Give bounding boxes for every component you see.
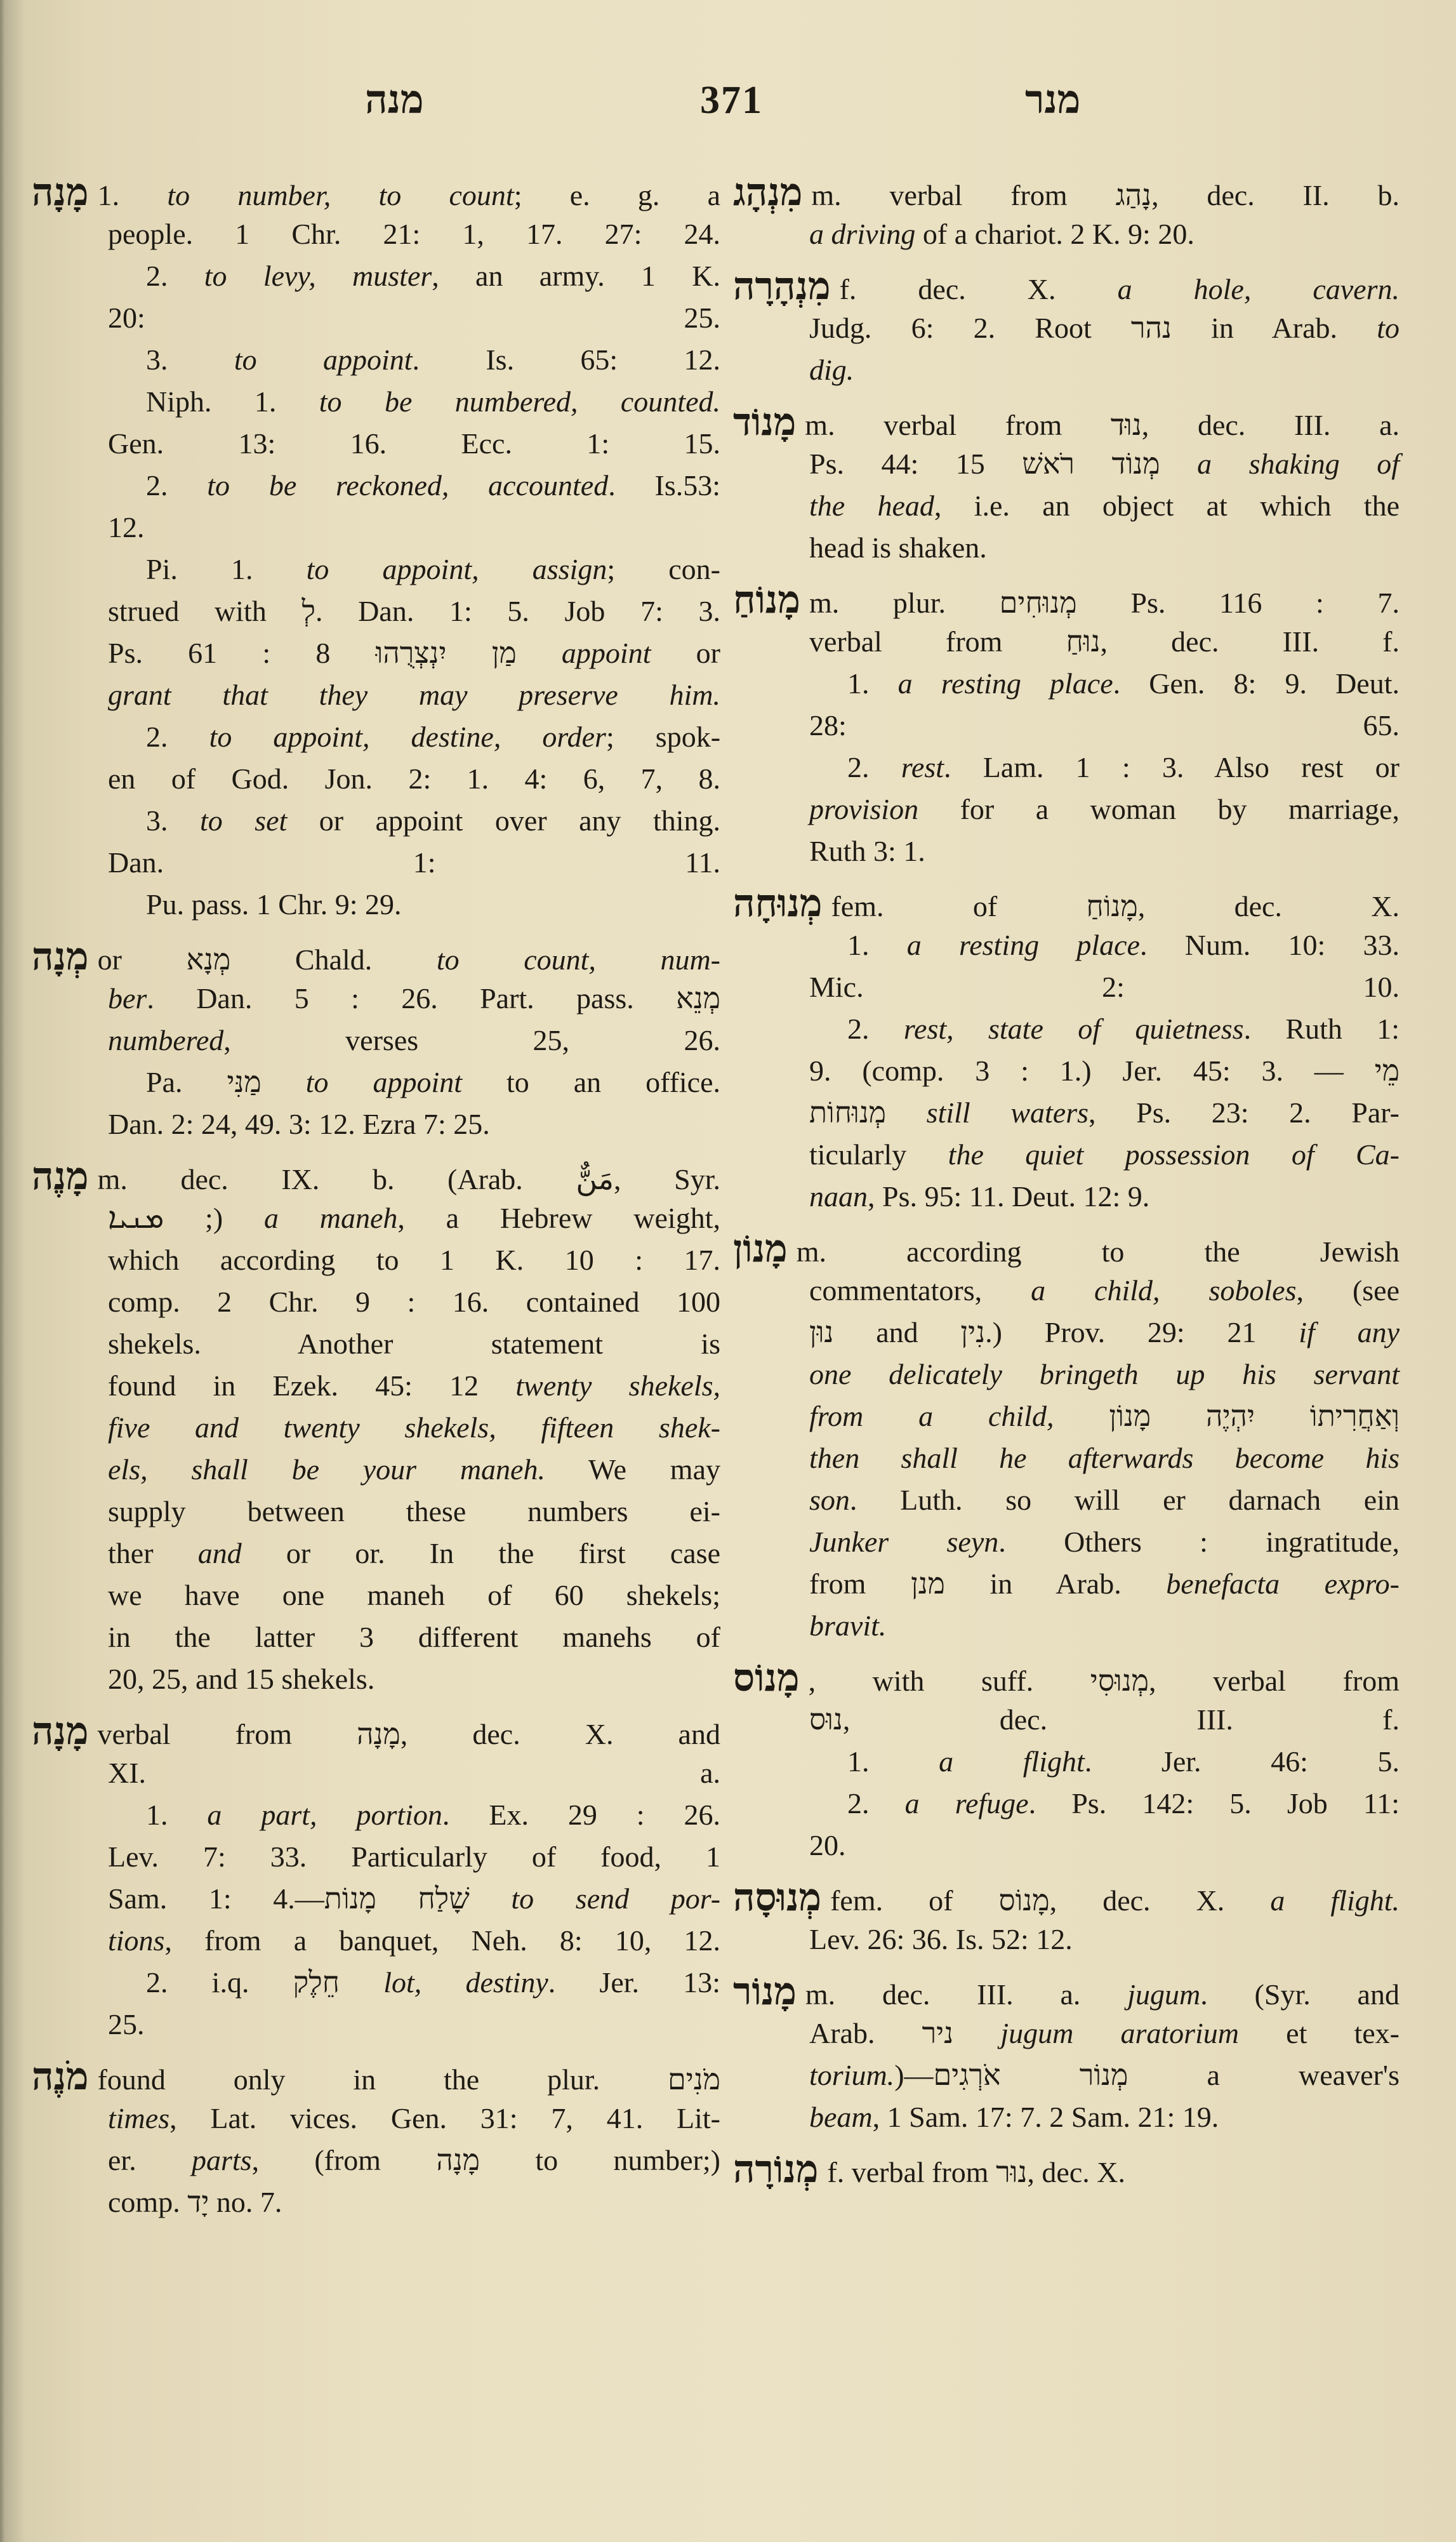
entry-gloss: to be reckoned, accounted [207, 469, 609, 502]
entry-text: . Gen. 8: 9. Deut. [1113, 667, 1400, 700]
entry-text: ܡܢܝܐ ;) [108, 1202, 264, 1234]
headword: מָנוֹר [733, 1969, 797, 2014]
entry-gloss: to send por- [511, 1882, 721, 1915]
right-column [733, 171, 1400, 2200]
entry-gloss: a shaking of [1197, 448, 1400, 480]
entry-text: supply between these numbers ei- [108, 1495, 720, 1527]
entry-line [32, 1020, 720, 1061]
entry-gloss: a child, soboles [1031, 1274, 1297, 1307]
entry-text: 1. [847, 667, 898, 700]
entry-line [32, 978, 720, 1020]
entry-gloss: naan [809, 1180, 868, 1213]
headword: מֹנֶה [32, 2054, 89, 2099]
entry-text: Arab. ניר [809, 2017, 1001, 2049]
entry-line [32, 1962, 720, 2004]
entry-line [733, 705, 1400, 747]
entry-text: 2. [146, 469, 208, 502]
headword: מָנָה [32, 170, 89, 215]
entry-line [32, 339, 720, 381]
dictionary-entry [733, 171, 1400, 255]
entry-text: people. 1 Chr. 21: 1, 17. 27: 24. [108, 218, 720, 250]
entry-line [32, 1491, 720, 1533]
entry-text: , with suff. מְנוּסִי, verbal from [808, 1665, 1400, 1697]
entry-line [733, 1395, 1400, 1437]
entry-text: Ps. 61 : 8 מַן יִנְצְרֻהוּ [108, 637, 562, 669]
entry-gloss: and [197, 1537, 242, 1569]
entry-line [32, 2004, 720, 2046]
entry-text: en of God. Jon. 2: 1. 4: 6, 7, 8. [108, 762, 720, 795]
entry-text: which according to 1 K. 10 : 17. [108, 1244, 720, 1276]
entry-text: 1. [847, 1745, 939, 1778]
entry-text: or or. In the first case [241, 1537, 721, 1569]
entry-text: verbal from מָנָה, dec. X. and [97, 1718, 720, 1750]
entry-text: , Ps. 23: 2. Par- [1089, 1096, 1400, 1129]
entry-line [32, 800, 720, 842]
entry-text: f. verbal from נוּר, dec. X. [827, 2156, 1125, 2188]
dictionary-entry [733, 265, 1400, 391]
entry-gloss: times [108, 2102, 170, 2134]
entry-first-line [733, 1877, 1400, 1919]
entry-text: , an army. 1 K. [432, 260, 720, 292]
entry-text: strued with לְ. Dan. 1: 5. Job 7: 3. [108, 595, 720, 627]
entry-gloss: to levy, muster [204, 260, 432, 292]
entry-text: . Jer. 46: 5. [1084, 1745, 1400, 1778]
entry-gloss: the quiet possession of Ca- [948, 1138, 1400, 1171]
entry-text: we have one maneh of 60 shekels; [108, 1579, 720, 1611]
page-number: 371 [700, 79, 763, 122]
entry-text: . Others : ingratitude, [998, 1526, 1400, 1558]
entry-text: Pa. מַנִּי [146, 1066, 306, 1098]
entry-text: , Lat. vices. Gen. 31: 7, 41. Lit- [169, 2102, 720, 2134]
entry-line [733, 924, 1400, 966]
entry-first-line [733, 265, 1400, 307]
entry-text: , a Hebrew weight, [397, 1202, 720, 1234]
entry-gloss: five and twenty shekels, fifteen shek- [108, 1411, 720, 1444]
entry-text: Dan. 2: 24, 49. 3: 12. Ezra 7: 25. [108, 1108, 490, 1140]
entry-text: found in Ezek. 45: 12 [108, 1369, 516, 1402]
entry-gloss: ber [108, 982, 147, 1015]
entry-gloss: a refuge [904, 1787, 1029, 1820]
headword: מָנוֹד [733, 400, 797, 444]
entry-text: m. dec. III. a. [805, 1978, 1128, 2011]
entry-text: comp. יָד no. 7. [108, 2186, 282, 2218]
entry-gloss: els, shall be your maneh. [108, 1453, 545, 1486]
entry-text: 25. [108, 2008, 145, 2040]
dictionary-entry [733, 579, 1400, 872]
entry-text: from מנן in Arab. [809, 1567, 1167, 1600]
entry-gloss: to set [199, 804, 288, 837]
entry-text: . Jer. 13: [548, 1966, 720, 1999]
entry-line [32, 1281, 720, 1323]
entry-text: 1. [146, 1799, 208, 1831]
entry-text: er. [108, 2144, 192, 2176]
entry-line [733, 2054, 1400, 2096]
entry-line [32, 1365, 720, 1407]
entry-text: Ps. 44: 15 מְנוֹד רֹאשׁ [809, 448, 1198, 480]
entry-text: . Luth. so will er darnach ein [849, 1484, 1400, 1516]
entry-line [32, 1323, 720, 1365]
entry-text: 2. [847, 751, 901, 783]
headword: מְנוּסָה [733, 1875, 822, 1920]
entry-gloss: a part, portion [207, 1799, 442, 1831]
dictionary-entry [32, 171, 720, 926]
entry-gloss: jugum aratorium [1000, 2017, 1240, 2049]
entry-text: נוּן and נִין.) Prov. 29: 21 [809, 1316, 1299, 1348]
entry-text: f. dec. X. [839, 273, 1118, 305]
entry-line [32, 1061, 720, 1103]
entry-line [32, 716, 720, 758]
entry-text: ; con- [607, 553, 720, 585]
entry-line [733, 1563, 1400, 1605]
entry-text: verbal from נוּחַ, dec. III. f. [809, 625, 1400, 658]
entry-text: Niph. 1. [146, 385, 319, 418]
entry-line [733, 621, 1400, 663]
entry-text: in the latter 3 different manehs of [108, 1621, 720, 1653]
entry-line [32, 381, 720, 423]
entry-line [733, 2096, 1400, 2138]
entry-text: 2. [146, 260, 204, 292]
entry-line [733, 1437, 1400, 1479]
entry-gloss: if any [1299, 1316, 1400, 1348]
entry-text: XI. a. [108, 1757, 720, 1789]
entry-line [733, 1354, 1400, 1395]
entry-line [733, 485, 1400, 527]
entry-first-line [733, 882, 1400, 924]
entry-text: 20: 25. [108, 302, 720, 334]
entry-text: m. plur. מְנוּחִים Ps. 116 : 7. [809, 587, 1400, 619]
entry-gloss: tions [108, 1924, 165, 1957]
entry-text: , Ps. 95: 11. Deut. 12: 9. [868, 1180, 1150, 1213]
entry-line [32, 884, 720, 926]
headword: מָנוֹן [733, 1227, 788, 1271]
entry-line [733, 1783, 1400, 1825]
entry-text: 20, 25, and 15 shekels. [108, 1663, 375, 1695]
entry-line [32, 465, 720, 507]
headword: מָנֶה [32, 1154, 89, 1199]
running-head-right: מנר [1025, 79, 1081, 122]
entry-line [32, 1197, 720, 1239]
entry-text: , (see [1296, 1274, 1400, 1307]
entry-gloss: a hole, cavern. [1117, 273, 1400, 305]
entry-line [733, 1050, 1400, 1092]
entry-gloss: from a child, [809, 1400, 1054, 1432]
entry-gloss: provision [809, 793, 919, 825]
entry-text: or [651, 637, 721, 669]
entry-line [32, 1533, 720, 1574]
entry-text: , i.e. an object at which the [934, 489, 1400, 522]
dictionary-entry [733, 401, 1400, 569]
entry-first-line [733, 171, 1400, 213]
entry-line [32, 1794, 720, 1836]
entry-text: ther [108, 1537, 198, 1569]
entry-text: 28: 65. [809, 709, 1400, 742]
entry-line [32, 297, 720, 339]
entry-text: . Lam. 1 : 3. Also rest or [944, 751, 1400, 783]
entry-line [733, 1176, 1400, 1218]
entry-first-line [32, 1155, 720, 1197]
dictionary-entry [733, 1877, 1400, 1960]
entry-text: Lev. 26: 36. Is. 52: 12. [809, 1923, 1073, 1955]
left-column [32, 171, 720, 2233]
entry-line [32, 1103, 720, 1145]
entry-text: , from a banquet, Neh. 8: 10, 12. [164, 1924, 720, 1957]
entry-text: m. according to the Jewish [796, 1235, 1400, 1268]
entry-line [32, 2139, 720, 2181]
entry-text: head is shaken. [809, 531, 987, 564]
entry-gloss: to appoint [234, 343, 413, 376]
entry-gloss: a flight [939, 1745, 1085, 1778]
entry-gloss: to [1377, 312, 1400, 344]
entry-gloss: torium. [809, 2059, 895, 2091]
entry-text: 1. [97, 179, 168, 211]
entry-text: , 1 Sam. 17: 7. 2 Sam. 21: 19. [872, 2101, 1219, 2133]
entry-line [32, 842, 720, 884]
entry-gloss: then shall he afterwards become his [809, 1442, 1400, 1474]
entry-line [32, 2181, 720, 2223]
headword: מִנְהָרָה [733, 264, 831, 309]
entry-text: Pi. 1. [146, 553, 307, 585]
entry-line [733, 1699, 1400, 1741]
entry-line [32, 1239, 720, 1281]
dictionary-entry [32, 2056, 720, 2223]
entry-gloss: appoint [561, 637, 651, 669]
entry-line [32, 213, 720, 255]
entry-text: ; e. g. a [513, 179, 720, 211]
entry-gloss: bravit. [809, 1609, 887, 1642]
entry-line [733, 1092, 1400, 1134]
entry-line [32, 507, 720, 549]
entry-text: . Ps. 142: 5. Job 11: [1028, 1787, 1400, 1820]
entry-line [32, 1616, 720, 1658]
entry-gloss: son [809, 1484, 850, 1516]
entry-line [733, 1270, 1400, 1312]
entry-text: of a chariot. 2 K. 9: 20. [915, 218, 1195, 250]
entry-text: et tex- [1239, 2017, 1400, 2049]
headword: מְנוּחָה [733, 881, 823, 926]
dictionary-entry [733, 2148, 1400, 2190]
headword: מִנְהָג [733, 170, 803, 215]
entry-line [733, 1919, 1400, 1960]
running-head [0, 75, 1456, 126]
entry-text: for a woman by marriage, [918, 793, 1400, 825]
entry-text: fem. of מָנוֹס, dec. X. [830, 1884, 1271, 1917]
entry-text: m. verbal from נָהַג, dec. II. b. [811, 179, 1400, 211]
entry-text: . Is. 65: 12. [412, 343, 721, 376]
dictionary-entry [733, 1657, 1400, 1867]
headword: מְנָה [32, 935, 89, 979]
entry-gloss: benefacta expro- [1166, 1567, 1400, 1600]
entry-gloss: grant that they may preserve him. [108, 679, 720, 711]
entry-gloss: to number, to count [167, 179, 514, 211]
entry-line [733, 2013, 1400, 2054]
entry-text: . Num. 10: 33. [1139, 929, 1400, 961]
entry-first-line [733, 1657, 1400, 1699]
entry-line [32, 674, 720, 716]
dictionary-entry [733, 1971, 1400, 2138]
entry-line [32, 423, 720, 465]
entry-text: 3. [146, 343, 234, 376]
dictionary-entry [733, 1228, 1400, 1647]
entry-text: Dan. 1: 11. [108, 846, 720, 879]
entry-gloss: jugum [1127, 1978, 1201, 2011]
entry-first-line [733, 579, 1400, 621]
entry-line [32, 1920, 720, 1962]
entry-text: comp. 2 Chr. 9 : 16. contained 100 [108, 1286, 720, 1318]
entry-gloss: twenty shekels, [515, 1369, 720, 1402]
entry-text: or appoint over any thing. [287, 804, 720, 837]
entry-gloss: to appoint [305, 1066, 463, 1098]
entry-text: 1. [847, 929, 907, 961]
entry-text: . (Syr. and [1200, 1978, 1400, 2011]
entry-line [32, 1836, 720, 1878]
entry-line [733, 830, 1400, 872]
entry-gloss: dig. [809, 354, 854, 386]
entry-line [733, 1741, 1400, 1783]
entry-line [32, 1658, 720, 1700]
entry-gloss: lot, destiny [383, 1966, 548, 1999]
entry-line [32, 549, 720, 590]
entry-text: 2. [146, 721, 209, 753]
entry-text: 2. [847, 1013, 904, 1045]
entry-line [733, 1312, 1400, 1354]
entry-gloss: rest [901, 751, 944, 783]
entry-text: Gen. 13: 16. Ecc. 1: 15. [108, 427, 720, 460]
entry-text: )—מְנוֹר אֹרְגִים a weaver's [894, 2059, 1400, 2091]
headword: מָנוֹחַ [733, 578, 800, 622]
entry-gloss: to count, num- [436, 943, 720, 976]
entry-text: מְנוּחוֹת [809, 1096, 927, 1129]
entry-gloss: parts [191, 2144, 252, 2176]
entry-line [733, 1479, 1400, 1521]
entry-line [733, 1521, 1400, 1563]
entry-text: Mic. 2: 10. [809, 971, 1400, 1003]
entry-gloss: still waters [926, 1096, 1089, 1129]
entry-text: , verses 25, 26. [223, 1024, 720, 1056]
entry-gloss: a flight. [1270, 1884, 1400, 1917]
entry-text: m. dec. IX. b. (Arab. مَنٌّ, Syr. [97, 1163, 720, 1195]
entry-line [733, 663, 1400, 705]
entry-text: m. verbal from נוּד, dec. III. a. [805, 409, 1400, 441]
entry-text: , (from מָנָה to number;) [251, 2144, 720, 2176]
entry-text: Sam. 1: 4.—שָׁלַח מָנוֹת [108, 1882, 512, 1915]
entry-gloss: numbered [108, 1024, 224, 1056]
entry-gloss: one delicately bringeth up his servant [809, 1358, 1400, 1390]
entry-gloss: a maneh [263, 1202, 398, 1234]
entry-text: 12. [108, 511, 145, 543]
entry-line [32, 1878, 720, 1920]
entry-line [733, 443, 1400, 485]
headword: מָנָה [32, 1709, 89, 1753]
entry-text: 20. [809, 1829, 846, 1861]
entry-line [32, 255, 720, 297]
entry-gloss: rest, state of quietness [903, 1013, 1244, 1045]
entry-text: commentators, [809, 1274, 1031, 1307]
entry-gloss: to be numbered, counted. [319, 385, 721, 418]
entry-text: ; spok- [606, 721, 721, 753]
entry-gloss: to appoint, destine, order [209, 721, 606, 753]
entry-line [733, 1605, 1400, 1647]
entry-line [733, 747, 1400, 789]
entry-line [32, 1574, 720, 1616]
entry-line [32, 1449, 720, 1491]
entry-line [733, 527, 1400, 569]
entry-gloss: a driving [809, 218, 916, 250]
entry-gloss: the head [809, 489, 934, 522]
entry-text: Judg. 6: 2. Root נהר in Arab. [809, 312, 1377, 344]
entry-text: Ruth 3: 1. [809, 835, 925, 867]
entry-text: shekels. Another statement is [108, 1328, 720, 1360]
entry-line [32, 590, 720, 632]
entry-gloss: Junker seyn [809, 1526, 999, 1558]
entry-line [733, 213, 1400, 255]
entry-line [733, 307, 1400, 349]
dictionary-entry [32, 936, 720, 1145]
entry-gloss: a resting place [906, 929, 1140, 961]
entry-text: . Dan. 5 : 26. Part. pass. מְנֵא [147, 982, 720, 1015]
dictionary-entry [733, 882, 1400, 1218]
entry-first-line [733, 1228, 1400, 1270]
headword: מְנוֹרָה [733, 2147, 819, 2192]
entry-text: 9. (comp. 3 : 1.) Jer. 45: 3. — מֵי [809, 1055, 1400, 1087]
entry-line [733, 1134, 1400, 1176]
entry-first-line [32, 1710, 720, 1752]
entry-text: Lev. 7: 33. Particularly of food, 1 [108, 1840, 720, 1873]
entry-line [32, 1407, 720, 1449]
entry-text: . Ex. 29 : 26. [442, 1799, 720, 1831]
entry-text: 2. i.q. חֵלֶק [146, 1966, 384, 1999]
entry-line [733, 1825, 1400, 1867]
entry-line [32, 758, 720, 800]
entry-first-line [733, 1971, 1400, 2013]
entry-first-line [32, 936, 720, 978]
entry-first-line [733, 2148, 1400, 2190]
entry-line [733, 1008, 1400, 1050]
entry-gloss: a resting place [897, 667, 1113, 700]
entry-first-line [32, 171, 720, 213]
entry-text: Pu. pass. 1 Chr. 9: 29. [146, 888, 402, 921]
entry-gloss: beam [809, 2101, 873, 2133]
entry-text: to an office. [462, 1066, 721, 1098]
entry-text: וְאַחֲרִיתוֹ יִהְיֶה מָנוֹן [1054, 1400, 1400, 1432]
entry-line [733, 789, 1400, 830]
entry-text: נוּס, dec. III. f. [809, 1703, 1400, 1736]
entry-text: . Is.53: [608, 469, 720, 502]
entry-text: found only in the plur. מֹנִים [97, 2063, 720, 2096]
dictionary-entry [32, 1155, 720, 1700]
entry-first-line [32, 2056, 720, 2098]
dictionary-entry [32, 1710, 720, 2046]
entry-line [32, 1752, 720, 1794]
entry-first-line [733, 401, 1400, 443]
entry-line [32, 2098, 720, 2139]
entry-text: 3. [146, 804, 200, 837]
entry-line [32, 632, 720, 674]
entry-text: or מְנָא Chald. [97, 943, 437, 976]
entry-gloss: to appoint, assign [306, 553, 607, 585]
entry-line [733, 966, 1400, 1008]
entry-text: ticularly [809, 1138, 948, 1171]
entry-line [733, 349, 1400, 391]
entry-text: 2. [847, 1787, 905, 1820]
headword: מָנוֹס [733, 1656, 800, 1700]
entry-text: fem. of מָנוֹחַ, dec. X. [831, 890, 1400, 922]
entry-text: We may [545, 1453, 720, 1486]
running-head-left: מנה [365, 79, 424, 122]
entry-text: . Ruth 1: [1243, 1013, 1400, 1045]
